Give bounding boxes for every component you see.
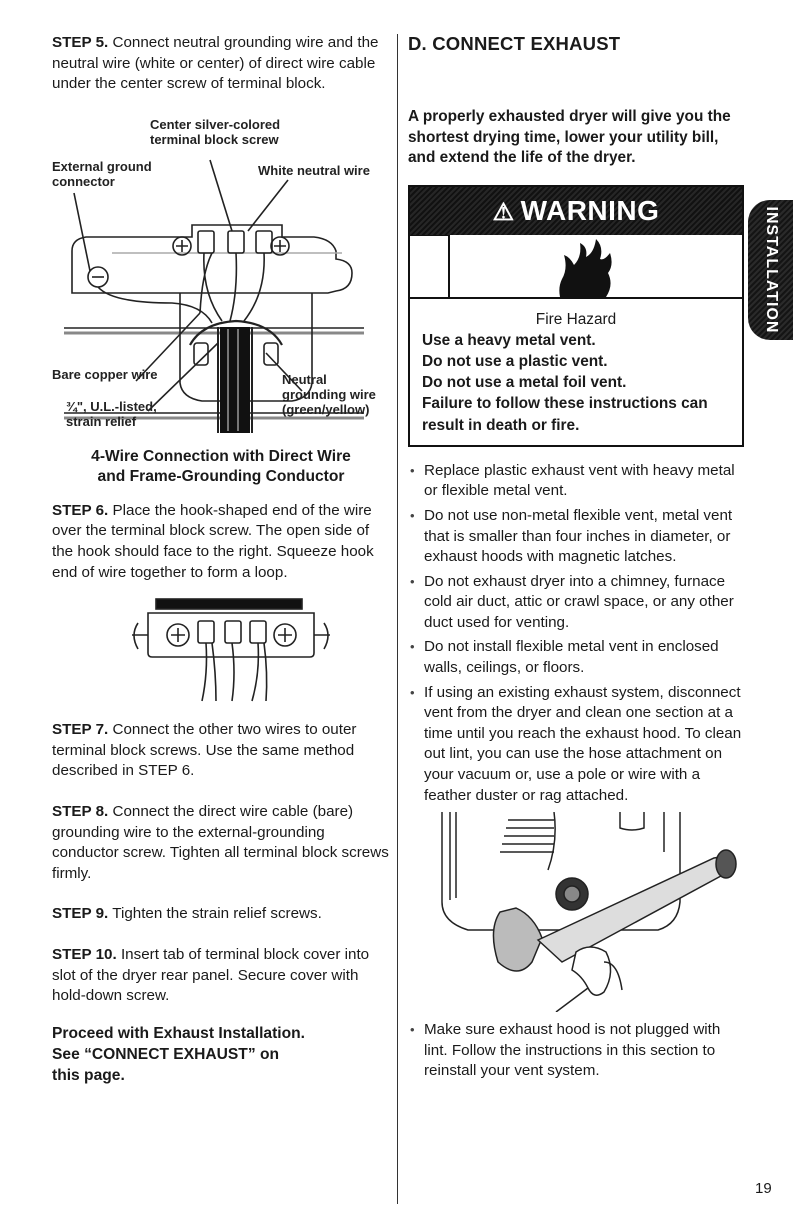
warning-banner-text: WARNING [520, 194, 660, 226]
step-6 [52, 501, 390, 583]
vent-cleaning-illustration [408, 812, 744, 1012]
label-external-ground-line2: connector [52, 173, 115, 189]
proceed-line2: See “CONNECT EXHAUST” on [52, 1045, 280, 1063]
warning-text [410, 299, 742, 445]
list-item: • Do not use non-metal flexible vent, metal vent that is smaller than four inches in diameter, or exhaust hoods with magnetic latches. [408, 506, 744, 568]
terminal-block-hook-illustration [52, 593, 390, 708]
step-8 [52, 802, 390, 884]
warning-line4: Failure to follow these instructions can result in death or fire. [422, 395, 708, 434]
list-item: • Make sure exhaust hood is not plugged with lint. Follow the instructions in this section to reinstall your vent system. [408, 1020, 744, 1082]
section-title: D. CONNECT EXHAUST [408, 33, 621, 54]
warning-fire-panel [410, 235, 742, 299]
label-neutral-grounding-line2: grounding wire [282, 386, 376, 402]
step-7-label: STEP 7. [52, 721, 109, 739]
step-9-label: STEP 9. [52, 905, 109, 923]
step-9 [52, 904, 390, 925]
warning-hazard: Fire Hazard [535, 310, 617, 328]
label-strain-relief-line1: ¾", U.L.-listed, [66, 398, 157, 414]
step-7 [52, 720, 390, 782]
vent-cleaning-figure [408, 812, 744, 1012]
list-item: • Replace plastic exhaust vent with heavy metal or flexible metal vent. [408, 461, 744, 502]
column-divider [397, 34, 398, 1204]
step-5 [52, 33, 390, 95]
figure-1-caption [52, 447, 390, 487]
step-8-label: STEP 8. [52, 802, 109, 820]
page-number: 19 [755, 1180, 772, 1197]
step-8-text: Connect the direct wire cable (bare) grounding wire to the external-grounding conductor screw. Tighten all terminal block screws firmly. [52, 802, 389, 882]
right-column [408, 33, 744, 1086]
label-center-screw-line1: Center silver-colored [150, 116, 281, 132]
label-center-screw-line2: terminal block screw [150, 131, 279, 147]
step-9-text: Tighten the strain relief screws. [108, 905, 322, 923]
warning-banner [410, 187, 742, 235]
exhaust-intro: A properly exhausted dryer will give you the shortest drying time, lower your utility bill, and extend the life of the dryer. [408, 108, 731, 166]
left-column [52, 33, 390, 1086]
warning-triangle-icon: ⚠ [492, 198, 515, 226]
label-external-ground-line1: External ground [52, 158, 152, 174]
section-side-tab [748, 200, 793, 340]
step-7-text: Connect the other two wires to outer terminal block screws. Use the same method described in STEP 6. [52, 721, 357, 780]
step-6-text: Place the hook-shaped end of the wire over the terminal block screw. The open side of the hook should face to the right. Squeeze hook end of wire together to form a loop. [52, 501, 374, 581]
label-neutral-grounding-line1: Neutral [282, 371, 327, 387]
proceed-line1: Proceed with Exhaust Installation. [52, 1024, 306, 1042]
terminal-block-hook-figure [52, 593, 390, 708]
list-item: • Do not exhaust dryer into a chimney, furnace cold air duct, attic or crawl space, or any other duct used for venting. [408, 572, 744, 634]
label-white-neutral-wire: White neutral wire [258, 162, 370, 178]
list-item: • Do not install flexible metal vent in enclosed walls, ceilings, or floors. [408, 637, 744, 678]
figure-1-caption-line1: 4-Wire Connection with Direct Wire [91, 447, 351, 465]
step-6-label: STEP 6. [52, 501, 109, 519]
label-strain-relief-line2: strain relief [66, 413, 137, 429]
warning-box [408, 185, 744, 447]
step-5-label: STEP 5. [52, 34, 109, 51]
exhaust-bullets [408, 461, 744, 807]
terminal-block-figure [52, 113, 390, 435]
label-bare-copper-wire: Bare copper wire [52, 366, 158, 382]
proceed-line3: this page. [52, 1066, 125, 1084]
fire-icon [410, 235, 742, 299]
proceed-note [52, 1023, 390, 1086]
exhaust-bullets-final [408, 1020, 744, 1082]
warning-line3: Do not use a metal foil vent. [422, 374, 627, 392]
list-item: • If using an existing exhaust system, disconnect vent from the dryer and clean one section at a time until you reach the exhaust hood. To clean out lint, you can use the hose attachment on your vacuum or, use a pole or wire with a feather duster or rag attached. [408, 683, 744, 807]
step-5-text: Connect neutral grounding wire and the neutral wire (white or center) of direct wire cable under the center screw of terminal block. [52, 34, 379, 93]
label-neutral-grounding-line3: (green/yellow) [282, 401, 370, 417]
side-tab-label: INSTALLATION [762, 206, 780, 334]
step-10 [52, 945, 390, 1007]
figure-1-caption-line2: and Frame-Grounding Conductor [97, 467, 345, 485]
step-10-label: STEP 10. [52, 945, 117, 963]
step-10-text: Insert tab of terminal block cover into slot of the dryer rear panel. Secure cover with hold-down screw. [52, 945, 370, 1005]
warning-line2: Do not use a plastic vent. [422, 352, 608, 370]
warning-line1: Use a heavy metal vent. [422, 331, 596, 349]
